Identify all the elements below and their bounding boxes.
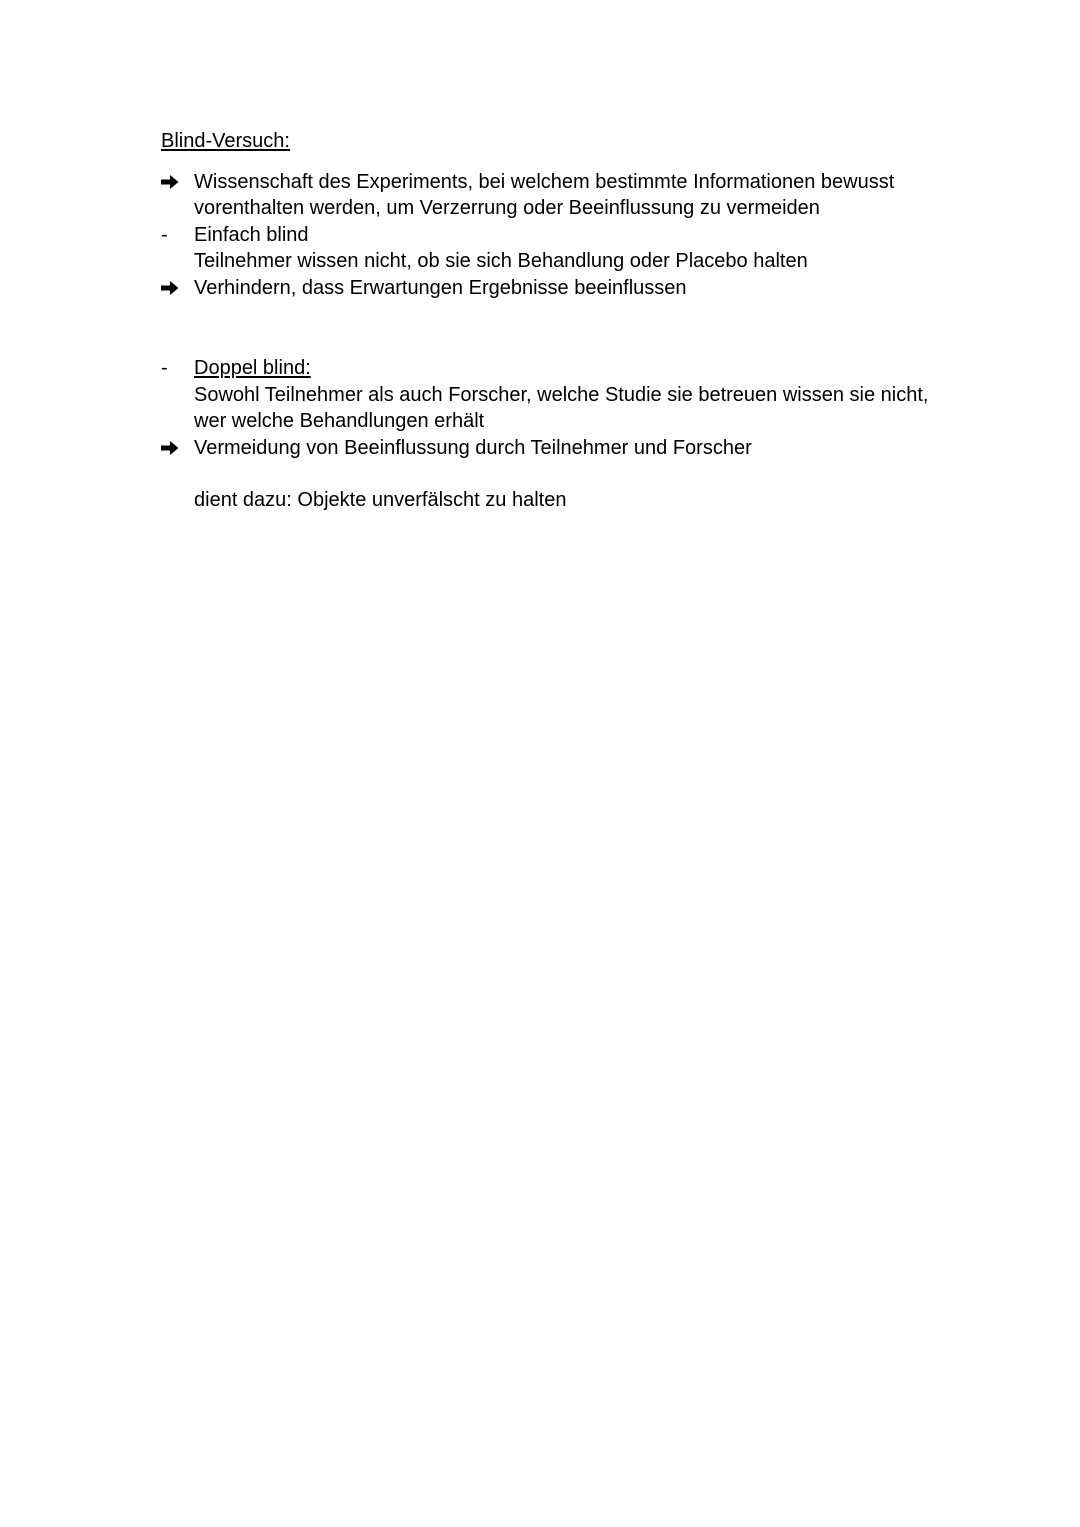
section-heading: Blind-Versuch: xyxy=(161,130,290,152)
list-item-arrow-1 xyxy=(161,169,961,222)
list-item-arrow-3 xyxy=(161,435,961,462)
list-item-text: Wissenschaft des Experiments, bei welchem bestimmte Informationen bewusst xyxy=(194,170,895,193)
list-item-arrow-2 xyxy=(161,275,961,302)
list-item-text: wer welche Behandlungen erhält xyxy=(194,410,485,432)
list-item-title: Doppel blind: xyxy=(194,357,311,379)
list-item-dash-1 xyxy=(161,222,961,275)
dash-marker: - xyxy=(161,223,168,246)
list-item-text: Verhindern, dass Erwartungen Ergebnisse beeinflussen xyxy=(194,276,687,299)
closing-text: dient dazu: Objekte unverfälscht zu halten xyxy=(194,489,567,511)
list-item-text: Vermeidung von Beeinflussung durch Teilnehmer und Forscher xyxy=(194,436,752,459)
list-item-dash-2 xyxy=(161,355,961,435)
arrow-right-icon xyxy=(161,440,187,456)
arrow-right-icon xyxy=(161,174,187,190)
closing-paragraph xyxy=(161,487,961,514)
list-item-text: vorenthalten werden, um Verzerrung oder Beeinflussung zu vermeiden xyxy=(194,197,820,219)
list-item-text: Teilnehmer wissen nicht, ob sie sich Behandlung oder Placebo halten xyxy=(194,250,808,272)
list-item-title: Einfach blind xyxy=(194,223,309,246)
list-item-text: Sowohl Teilnehmer als auch Forscher, welche Studie sie betreuen wissen sie nicht, xyxy=(194,383,929,406)
dash-marker: - xyxy=(161,357,168,379)
arrow-right-icon xyxy=(161,280,187,296)
spacer xyxy=(161,301,961,355)
document-content xyxy=(161,128,961,514)
spacer xyxy=(161,461,961,487)
